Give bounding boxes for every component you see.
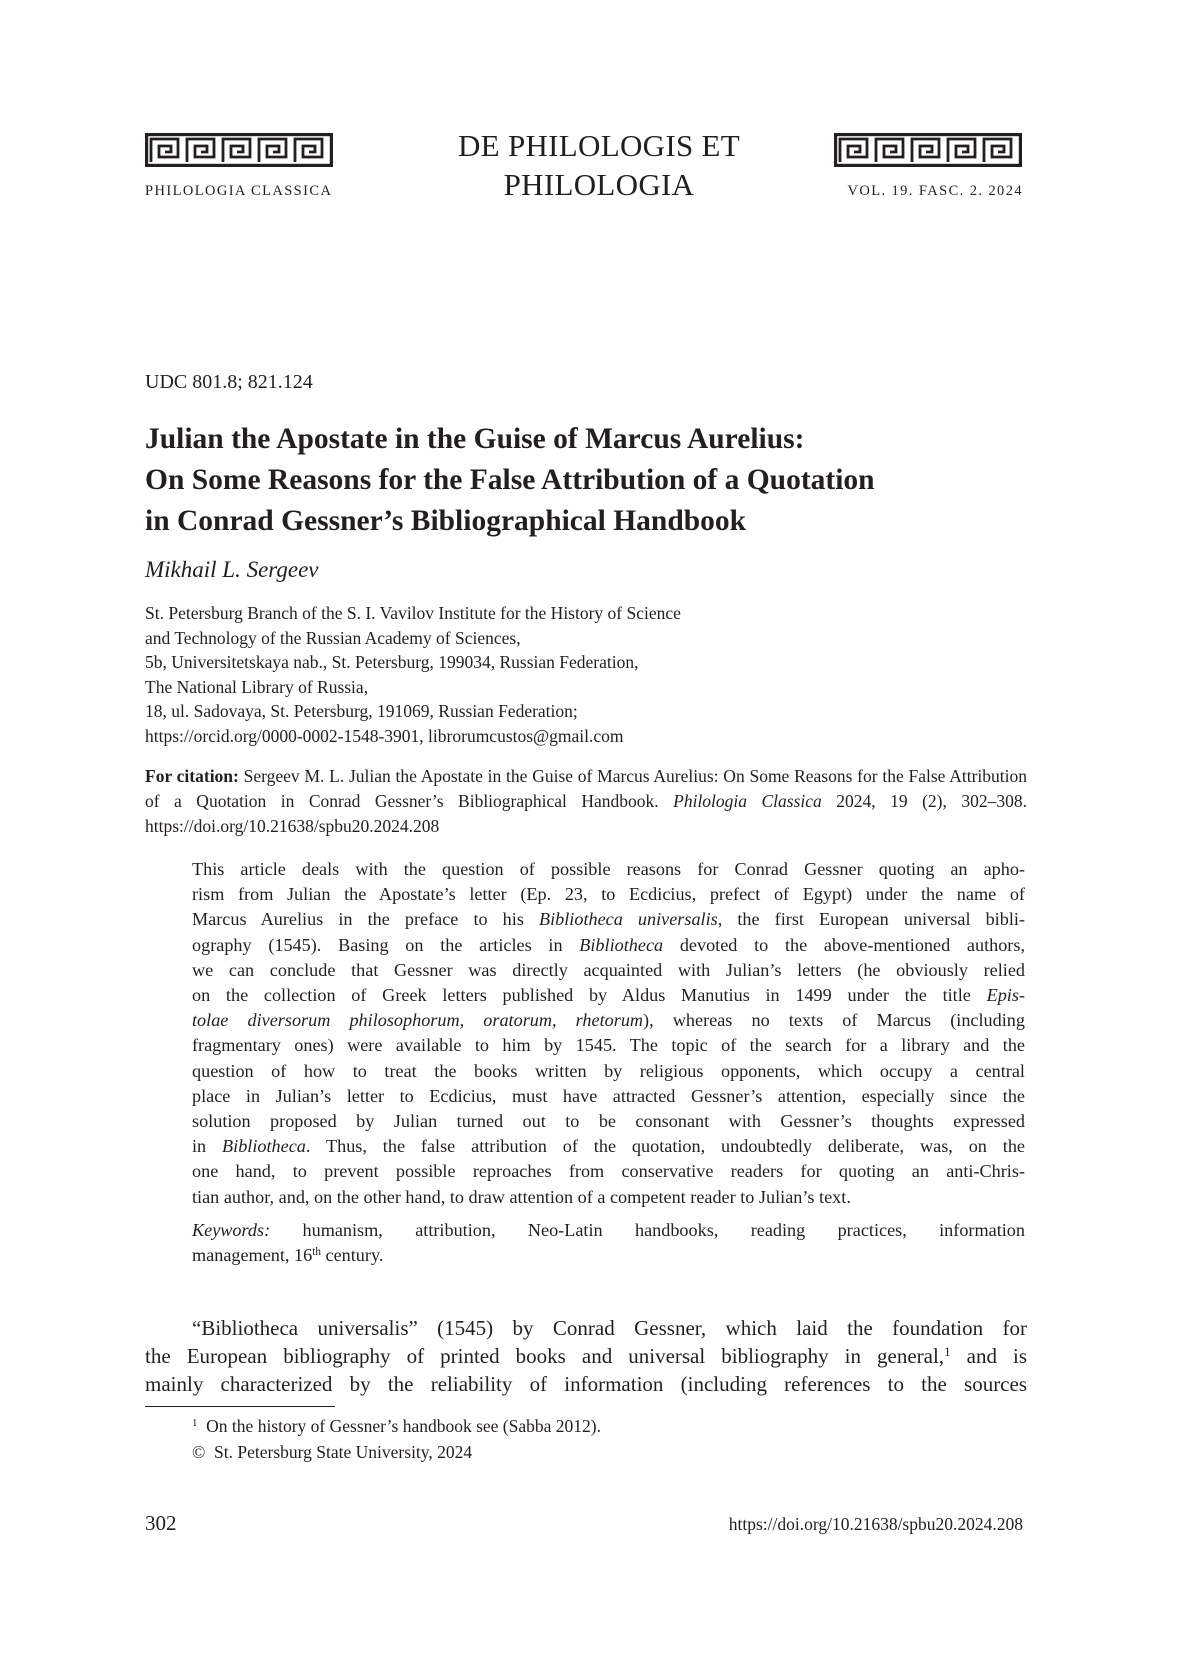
greek-key-meander-icon <box>834 133 1022 167</box>
citation-details: 2024, 19 (2), 302–308. https://doi.org/10.21638/spbu20.2024.208 <box>145 791 1027 836</box>
citation-text: Sergeev M. L. Julian the Apostate in the Guise of Marcus Aurelius: On Some Reasons for the False Attribution of a Quotation in Conrad Gessner’s Bibliographical Handbook. <box>145 766 1028 811</box>
abstract-italic: Bibliotheca <box>579 934 664 955</box>
abstract-line: This article deals with the question of possible reasons for Conrad Gessner quoting an apho- <box>192 859 1025 879</box>
body-line: “Bibliotheca universalis” (1545) by Conrad Gessner, which laid the foundation for <box>192 1316 1027 1340</box>
author-name: Mikhail L. Sergeev <box>145 557 319 582</box>
footnote-item: © St. Petersburg State University, 2024 <box>192 1442 473 1462</box>
footnote-mark: 1 <box>192 1417 198 1430</box>
greek-key-meander-icon <box>145 133 333 167</box>
article-title-line: in Conrad Gessner’s Bibliographical Handbook <box>145 505 747 537</box>
footnote-ref[interactable]: 1 <box>944 1343 951 1359</box>
udc-code: UDC 801.8; 821.124 <box>145 371 313 393</box>
affiliation-line: 5b, Universitetskaya nab., St. Petersburg, 199034, Russian Federation, <box>145 652 639 672</box>
journal-title-line1: DE PHILOLOGIS ET <box>457 128 741 163</box>
abstract-line: we can conclude that Gessner was directly acquainted with Julian’s letters (he obviously relied <box>192 959 1025 980</box>
article-title <box>145 419 1045 542</box>
affiliation-line: and Technology of the Russian Academy of Sciences, <box>145 627 521 648</box>
keywords-line: Keywords: humanism, attribution, Neo-Latin handbooks, reading practices, information <box>192 1220 1025 1240</box>
abstract-italic: Bibliotheca universalis <box>539 909 718 930</box>
body-line: mainly characterized by the reliability of information (including references to the sources <box>145 1372 1027 1396</box>
abstract-line: ography (1545). Basing on the articles in Bibliotheca devoted to the above-mentioned authors, <box>192 934 1025 955</box>
abstract-line: tolae diversorum philosophorum, oratorum, rhetorum), whereas no texts of Marcus (including <box>192 1010 1025 1031</box>
abstract-line: in Bibliotheca. Thus, the false attribution of the quotation, undoubtedly deliberate, was, on the <box>192 1136 1025 1157</box>
author-affiliation <box>145 601 865 748</box>
journal-series-label: PHILOLOGIA CLASSICA <box>145 183 333 199</box>
abstract-line: Marcus Aurelius in the preface to his Bibliotheca universalis, the first European universal bibli- <box>192 909 1025 930</box>
abstract-line: question of how to treat the books written by religious opponents, which occupy a central <box>192 1060 1025 1081</box>
abstract-line: solution proposed by Julian turned out to be consonant with Gessner’s thoughts expressed <box>192 1111 1025 1132</box>
citation-label: For citation: <box>145 766 239 786</box>
journal-title <box>419 126 779 204</box>
abstract-line: fragmentary ones) were available to him by 1545. The topic of the search for a library and the <box>192 1035 1025 1056</box>
abstract-line: on the collection of Greek letters published by Aldus Manutius in 1499 under the title Epis- <box>192 985 1025 1006</box>
page-number: 302 <box>145 1511 177 1535</box>
abstract-italic: tolae diversorum philosophorum, oratorum, rhetorum <box>192 1010 644 1031</box>
abstract-line: rism from Julian the Apostate’s letter (Ep. 23, to Ecdicius, prefect of Egypt) under the name of <box>192 884 1025 905</box>
volume-issue-label: VOL. 19. FASC. 2. 2024 <box>847 183 1023 199</box>
keywords-line: management, 16th century. <box>192 1245 384 1266</box>
article-title-line: On Some Reasons for the False Attribution of a Quotation <box>145 464 875 496</box>
journal-title-line2: PHILOLOGIA <box>503 167 695 202</box>
copyright-mark: © <box>192 1442 206 1462</box>
affiliation-line: The National Library of Russia, <box>145 676 369 697</box>
abstract-line: one hand, to prevent possible reproaches from conservative readers for quoting an anti-Chris- <box>192 1161 1025 1182</box>
body-line: the European bibliography of printed books and universal bibliography in general,$^1$ and is <box>145 1343 1028 1368</box>
affiliation-line: 18, ul. Sadovaya, St. Petersburg, 191069, Russian Federation; <box>145 701 578 721</box>
article-title-line: Julian the Apostate in the Guise of Marcus Aurelius: <box>145 423 805 455</box>
footer-doi-link[interactable]: https://doi.org/10.21638/spbu20.2024.208 <box>728 1514 1023 1534</box>
abstract-line: tian author, and, on the other hand, to draw attention of a competent reader to Julian’s text. <box>192 1186 851 1207</box>
footnote-divider <box>145 1406 335 1407</box>
abstract <box>192 857 1025 1210</box>
footnote <box>192 1413 601 1465</box>
abstract-italic: Epis- <box>986 985 1025 1006</box>
abstract-line: place in Julian’s letter to Ecdicius, must have attracted Gessner’s attention, especially since the <box>192 1085 1025 1106</box>
keywords <box>192 1218 1025 1268</box>
abstract-italic: Bibliotheca <box>222 1136 306 1157</box>
citation-journal: Philologia Classica <box>673 791 822 811</box>
citation-block <box>145 764 1027 839</box>
body-paragraph <box>145 1314 1027 1398</box>
affiliation-line: https://orcid.org/0000-0002-1548-3901, librorumcustos@gmail.com <box>145 725 624 746</box>
keywords-label: Keywords: <box>192 1220 271 1240</box>
affiliation-line: St. Petersburg Branch of the S. I. Vavilov Institute for the History of Science <box>145 603 681 623</box>
footnote-item: $^1$ On the history of Gessner’s handbook see (Sabba 2012). <box>192 1416 601 1436</box>
